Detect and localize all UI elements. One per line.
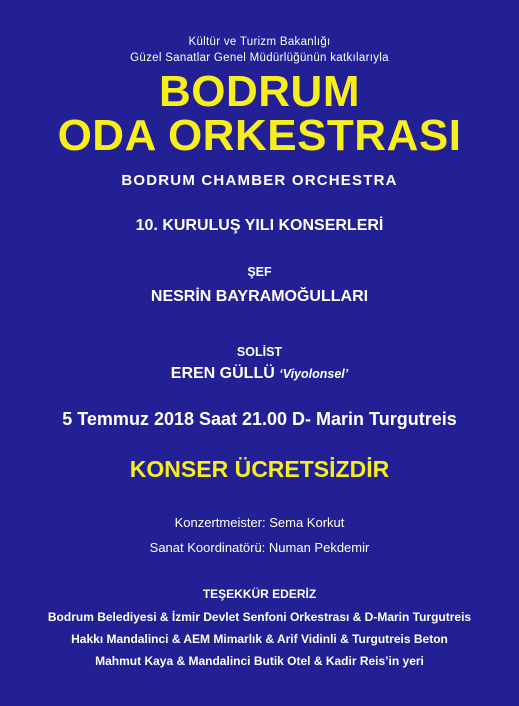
directorate-text: Güzel Sanatlar Genel Müdürlüğünün katkılarıyla: [130, 52, 389, 64]
soloist-name: EREN GÜLLÜ: [170, 365, 275, 382]
coordinator-credit: Sanat Koordinatörü: Numan Pekdemir: [149, 540, 370, 555]
soloist-line: [0, 365, 519, 383]
english-title: BODRUM CHAMBER ORCHESTRA: [121, 172, 398, 189]
conductor-label: ŞEF: [247, 265, 272, 279]
concertmaster-credit: Konzertmeister: Sema Korkut: [174, 515, 345, 530]
soloist-label: SOLİST: [236, 345, 283, 359]
ministry-text: Kültür ve Turizm Bakanlığı: [188, 36, 331, 48]
thanks-line-1: Bodrum Belediyesi & İzmir Devlet Senfoni Orkestrası & D-Marin Turgutreis: [47, 610, 472, 624]
thanks-line-2: Hakkı Mandalinci & AEM Mimarlık & Arif Vidinli & Turgutreis Beton: [71, 632, 448, 646]
title-line-1: BODRUM: [159, 67, 360, 116]
date-time-place: 5 Temmuz 2018 Saat 21.00 D- Marin Turgutreis: [62, 409, 457, 429]
soloist-instrument: ‘Viyolonsel’: [279, 367, 349, 381]
thanks-heading: TEŞEKKÜR EDERİZ: [202, 587, 317, 601]
free-concert-notice: KONSER ÜCRETSİZDİR: [129, 456, 390, 482]
anniversary-heading: 10. KURULUŞ YILI KONSERLERİ: [135, 217, 384, 234]
thanks-line-3: Mahmut Kaya & Mandalinci Butik Otel & Kadir Reis’in yeri: [95, 654, 424, 668]
conductor-name: NESRİN BAYRAMOĞULLARI: [150, 288, 369, 305]
title-line-2: ODA ORKESTRASI: [57, 111, 462, 160]
